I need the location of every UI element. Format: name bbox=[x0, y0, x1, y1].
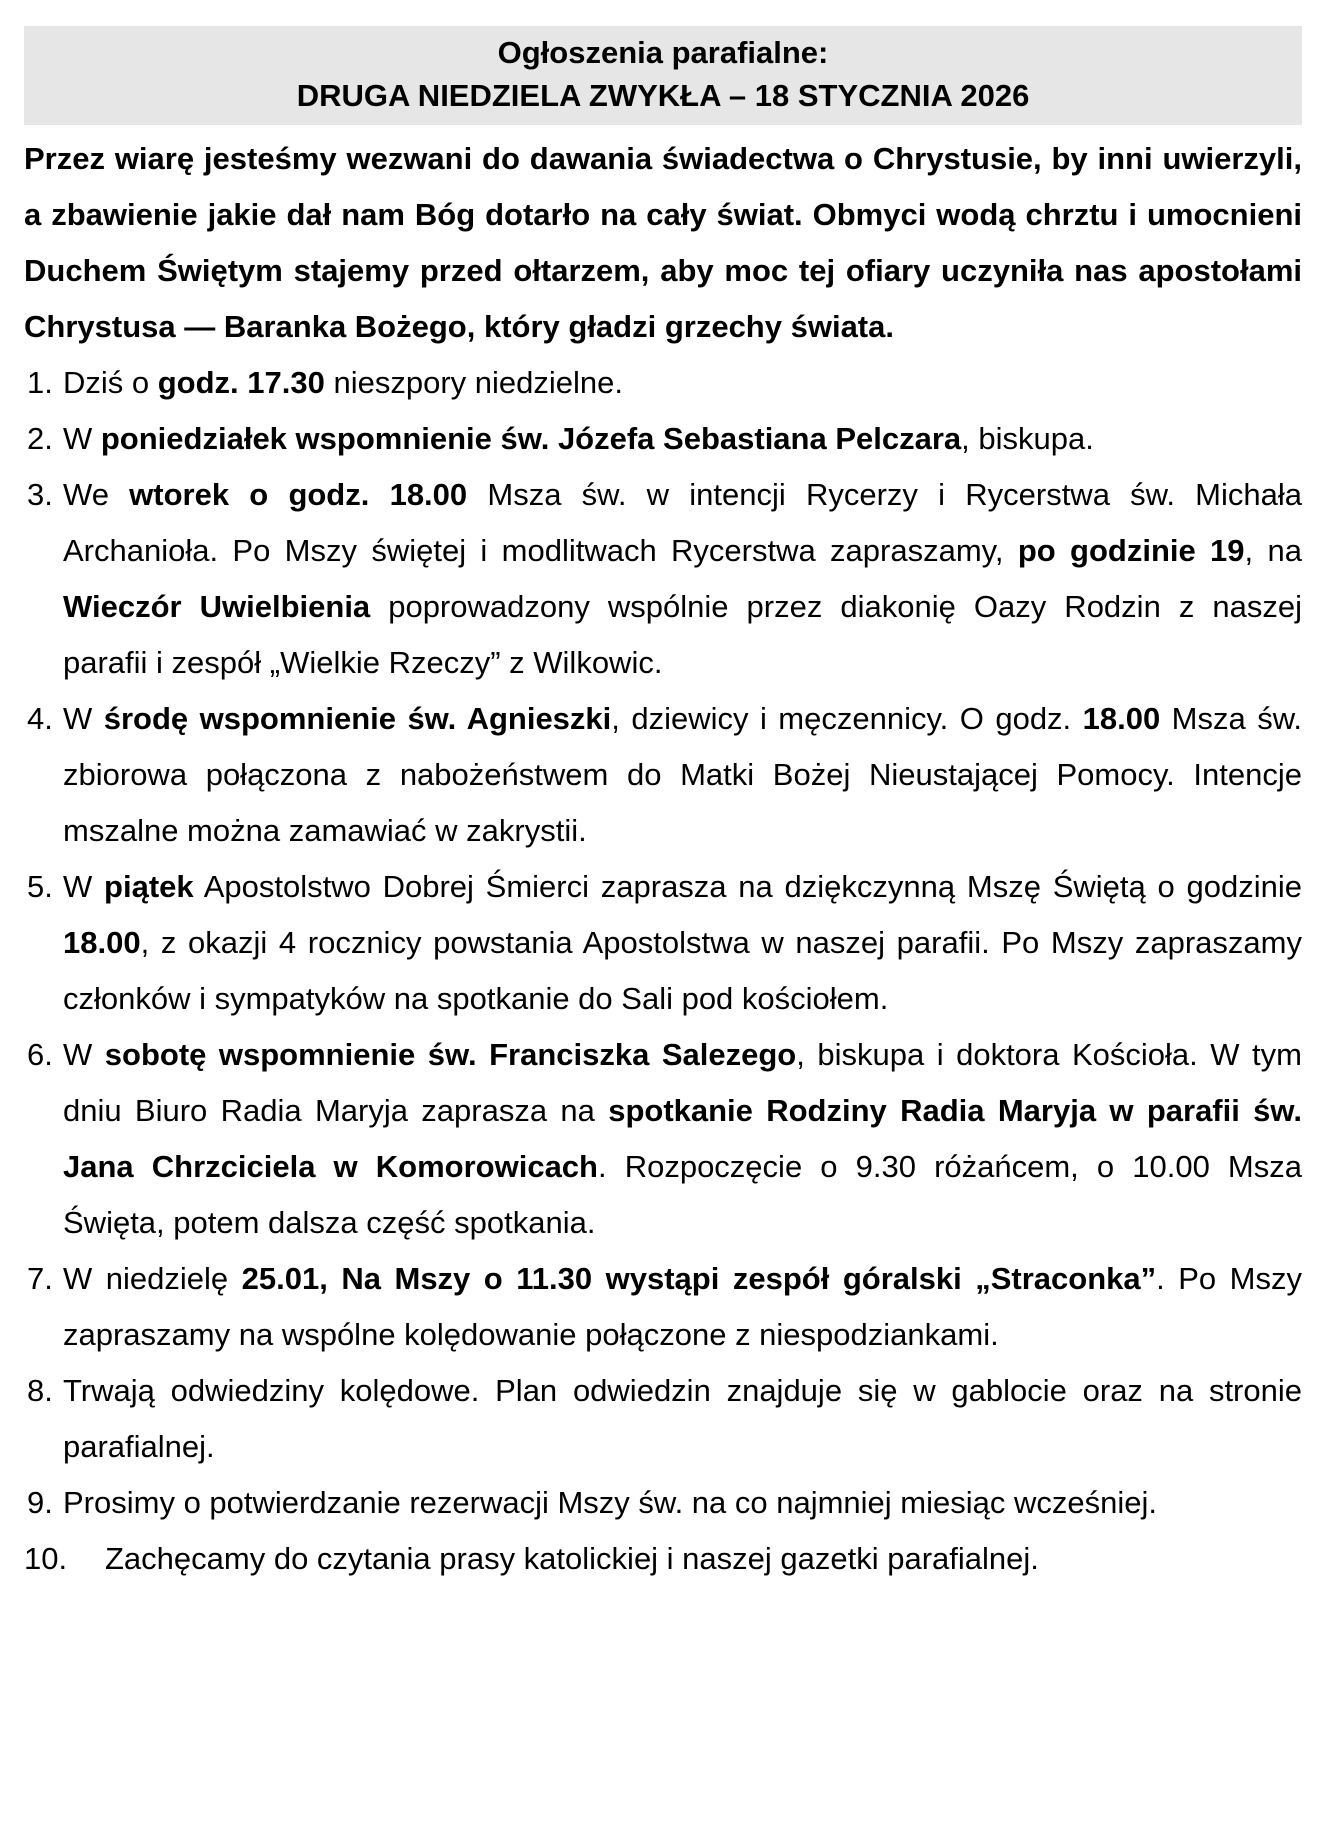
text-run: , biskupa. bbox=[961, 421, 1094, 456]
text-run: Dziś o bbox=[63, 365, 158, 400]
item-number: 5. bbox=[27, 869, 53, 904]
item-text bbox=[63, 1261, 1302, 1352]
text-run: Prosimy o potwierdzanie rezerwacji Mszy św. na co najmniej miesiąc wcześniej. bbox=[63, 1485, 1157, 1520]
bold-text-run: 18.00 bbox=[63, 925, 141, 960]
item-text bbox=[63, 477, 1302, 680]
list-item bbox=[24, 1251, 1302, 1363]
bold-text-run: środę wspomnienie św. Agnieszki bbox=[103, 701, 612, 736]
text-run: W bbox=[63, 701, 104, 736]
text-run: , z okazji 4 rocznicy powstania Apostolstwa w naszej parafii. Po Mszy zapraszamy członków i sympatyków na spotkanie do Sali pod kościołem. bbox=[63, 925, 1302, 1016]
bold-text-run: wtorek o godz. 18.00 bbox=[129, 477, 468, 512]
text-run: , na bbox=[1244, 533, 1302, 568]
text-run: Msza św. zbiorowa połączona z nabożeństwem do Matki Bożej Nieustającej Pomocy. Intencje mszalne można zamawiać w zakrystii. bbox=[63, 701, 1302, 848]
text-run: Trwają odwiedziny kolędowe. Plan odwiedzin znajduje się w gablocie oraz na stronie parafialnej. bbox=[63, 1373, 1302, 1464]
header-subtitle: DRUGA NIEDZIELA ZWYKŁA – 18 STYCZNIA 2026 bbox=[296, 78, 1030, 113]
item-text bbox=[63, 701, 1302, 848]
list-item bbox=[24, 411, 1302, 467]
text-run: W bbox=[63, 869, 105, 904]
text-run: W niedzielę bbox=[63, 1261, 242, 1296]
text-run: , dziewicy i męczennicy. O godz. bbox=[611, 701, 1083, 736]
text-run: W bbox=[63, 421, 101, 456]
intro-paragraph bbox=[24, 131, 1302, 355]
item-text bbox=[63, 365, 623, 400]
item-text bbox=[63, 1373, 1302, 1464]
bold-text-run: poniedziałek wspomnienie św. Józefa Sebastiana Pelczara bbox=[100, 421, 962, 456]
list-item bbox=[24, 859, 1302, 1027]
text-run: W bbox=[63, 1037, 105, 1072]
bold-text-run: 25.01, Na Mszy o 11.30 wystąpi zespół góralski „Straconka” bbox=[241, 1261, 1157, 1296]
item-text bbox=[63, 869, 1302, 1016]
item-number: 3. bbox=[27, 477, 53, 512]
header bbox=[24, 26, 1302, 125]
item-text bbox=[63, 1037, 1302, 1240]
item-number: 4. bbox=[27, 701, 53, 736]
item-text bbox=[63, 1485, 1157, 1520]
text-run: Msza św. w intencji Rycerzy i Rycerstwa św. Michała Archanioła. Po Mszy świętej i modlitwach Rycerstwa zapraszamy, bbox=[63, 477, 1302, 568]
text-run: . Rozpoczęcie o 9.30 różańcem, o 10.00 Msza Święta, potem dalsza część spotkania. bbox=[63, 1149, 1302, 1240]
item-number: 10. bbox=[24, 1541, 68, 1576]
bold-text-run: sobotę wspomnienie św. Franciszka Salezego bbox=[104, 1037, 797, 1072]
list-item bbox=[24, 691, 1302, 859]
bold-text-run: godz. 17.30 bbox=[157, 365, 325, 400]
item-number: 9. bbox=[27, 1485, 53, 1520]
announcements-list bbox=[24, 355, 1302, 1587]
item-text bbox=[63, 421, 1094, 456]
list-item bbox=[24, 1027, 1302, 1251]
bold-text-run: piątek bbox=[104, 869, 194, 904]
bold-text-run: Wieczór Uwielbienia bbox=[63, 589, 371, 624]
bold-text-run: 18.00 bbox=[1082, 701, 1161, 736]
header-title: Ogłoszenia parafialne: bbox=[497, 35, 829, 70]
list-item bbox=[24, 467, 1302, 691]
bold-text-run: Przez wiarę jesteśmy wezwani do dawania świadectwa o Chrystusie, by inni uwierzyli, a zbawienie jakie dał nam Bóg dotarło na cały świat. Obmyci wodą chrztu i umocnieni Duchem Świętym stajemy przed ołtarzem, aby moc tej ofiary uczyniła nas apostołami Chrystusa — Baranka Bożego, który gładzi grzechy świata. bbox=[24, 141, 1302, 344]
text-run: We bbox=[63, 477, 130, 512]
text-run: poprowadzony wspólnie przez diakonię Oazy Rodzin z naszej parafii i zespół „Wielkie Rzeczy” z Wilkowic. bbox=[63, 589, 1302, 680]
text-run: Zachęcamy do czytania prasy katolickiej i naszej gazetki parafialnej. bbox=[105, 1541, 1039, 1576]
list-item bbox=[24, 1531, 1302, 1587]
bold-text-run: spotkanie Rodziny Radia Maryja w parafii św. Jana Chrzciciela w Komorowicach bbox=[63, 1093, 1302, 1184]
text-run: Apostolstwo Dobrej Śmierci zaprasza na dziękczynną Mszę Świętą o godzinie bbox=[193, 869, 1303, 904]
text-run: . Po Mszy zapraszamy na wspólne kolędowanie połączone z niespodziankami. bbox=[63, 1261, 1302, 1352]
text-run: nieszpory niedzielne. bbox=[324, 365, 623, 400]
item-number: 1. bbox=[27, 365, 53, 400]
list-item bbox=[24, 1475, 1302, 1531]
item-number: 2. bbox=[27, 421, 53, 456]
item-text bbox=[105, 1541, 1039, 1576]
item-number: 6. bbox=[27, 1037, 53, 1072]
list-item bbox=[24, 1363, 1302, 1475]
text-run: , biskupa i doktora Kościoła. W tym dniu Biuro Radia Maryja zaprasza na bbox=[63, 1037, 1302, 1128]
list-item bbox=[24, 355, 1302, 411]
bold-text-run: po godzinie 19 bbox=[1017, 533, 1245, 568]
item-number: 8. bbox=[27, 1373, 53, 1408]
item-number: 7. bbox=[27, 1261, 53, 1296]
